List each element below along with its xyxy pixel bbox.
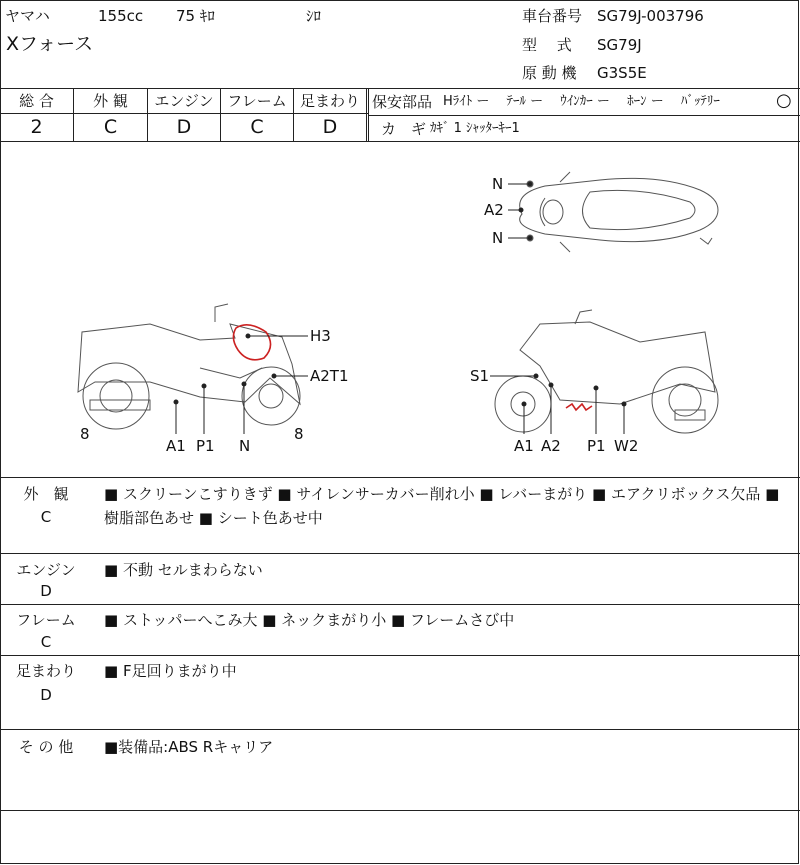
grade-exterior: C [103, 116, 118, 138]
engine-value: G3S5E [597, 64, 647, 82]
section-text: ■ ストッパーへこみ大 ■ ネックまがり小 ■ フレームさび中 [104, 611, 515, 629]
mileage: 75 ｷﾛ [176, 7, 215, 25]
section-label: フレーム [16, 611, 76, 629]
grade-engine: D [176, 116, 192, 138]
model-name: Xフォース [6, 33, 94, 55]
frame-number: SG79J-003796 [597, 7, 704, 25]
diagram-label-h3: H3 [310, 327, 331, 345]
diagram-label-s1: S1 [470, 367, 490, 385]
grade-total: 2 [30, 116, 43, 138]
scooter-right-view [495, 310, 718, 433]
divider [0, 655, 800, 656]
engine-label: 原 動 機 [522, 64, 577, 82]
section-grade: D [40, 582, 52, 600]
grade-header-total: 総 合 [19, 92, 54, 110]
safety-parts-label: 保安部品 [372, 93, 433, 111]
divider [0, 477, 800, 478]
key-label: カ ギ [381, 120, 427, 138]
key-value: ｶｷﾞ 1 ｼｬｯﾀｰｷｰ1 [430, 121, 520, 136]
scooter-left-view [78, 304, 300, 429]
type-label: 型 式 [522, 36, 572, 54]
diagram-label-p1-right: P1 [587, 437, 606, 455]
divider [0, 729, 800, 730]
diagram-label-a2-top: A2 [484, 201, 504, 219]
diagram-label-a1-right: A1 [514, 437, 534, 455]
divider [368, 115, 800, 116]
section-label: エンジン [16, 561, 76, 579]
section-text: ■ スクリーンこすりきず ■ サイレンサーカバー削れ小 ■ レバーまがり ■ エアクリボックス欠品 ■ 樹脂部色あせ ■ シート色あせ中 [104, 485, 780, 527]
battery-mark: ○ [776, 90, 792, 111]
grade-frame: C [250, 116, 264, 138]
diagram-label-a2t1: A2T1 [310, 367, 349, 385]
damage-mark-w2 [566, 404, 592, 410]
diagram-label-8-right: 8 [294, 425, 304, 443]
divider [368, 88, 369, 141]
damage-diagram [0, 142, 800, 477]
diagram-label-a2-right: A2 [541, 437, 561, 455]
divider [0, 88, 800, 89]
damage-mark-h3 [233, 325, 270, 360]
diagram-label-n-bottom: N [492, 229, 504, 247]
maker: ヤマハ [5, 7, 50, 25]
grade-header-frame: フレーム [227, 92, 287, 110]
divider [366, 88, 367, 141]
type-value: SG79J [597, 36, 642, 54]
section-text: ■ 不動 セルまわらない [104, 561, 263, 579]
diagram-label-n-left: N [239, 437, 251, 455]
grade-header-exterior: 外 観 [93, 92, 128, 110]
section-grade: C [40, 508, 52, 526]
section-label: 足まわり [15, 662, 76, 680]
diagram-label-a1-left: A1 [166, 437, 186, 455]
scooter-diagram [0, 142, 800, 477]
section-text: ■装備品:ABS Rキャリア [104, 738, 274, 756]
frame-number-label: 車台番号 [522, 7, 583, 25]
section-label: 外 観 [23, 485, 69, 503]
diagram-label-n-top: N [492, 175, 504, 193]
damage-marks [233, 325, 592, 410]
diagram-label-8-left: 8 [80, 425, 90, 443]
divider [0, 810, 800, 811]
safety-parts-items: Hﾗｲﾄ ー ﾃｰﾙ ー ｳｲﾝｶｰ ー ﾎｰﾝ ー ﾊﾞｯﾃﾘｰ [443, 94, 720, 109]
divider [0, 553, 800, 554]
displacement: 155cc [98, 7, 144, 25]
section-text: ■ F足回りまがり中 [104, 662, 237, 680]
diagram-label-p1-left: P1 [196, 437, 215, 455]
section-label: そ の 他 [18, 738, 74, 756]
scooter-top-view [520, 172, 718, 252]
diagram-label-w2: W2 [614, 437, 639, 455]
grade-header-engine: エンジン [154, 92, 214, 110]
grade-header-suspension: 足まわり [299, 92, 360, 110]
section-grade: D [40, 686, 52, 704]
body-color: ｼﾛ [306, 7, 322, 25]
section-grade: C [40, 633, 52, 651]
grade-suspension: D [322, 116, 338, 138]
divider [0, 604, 800, 605]
